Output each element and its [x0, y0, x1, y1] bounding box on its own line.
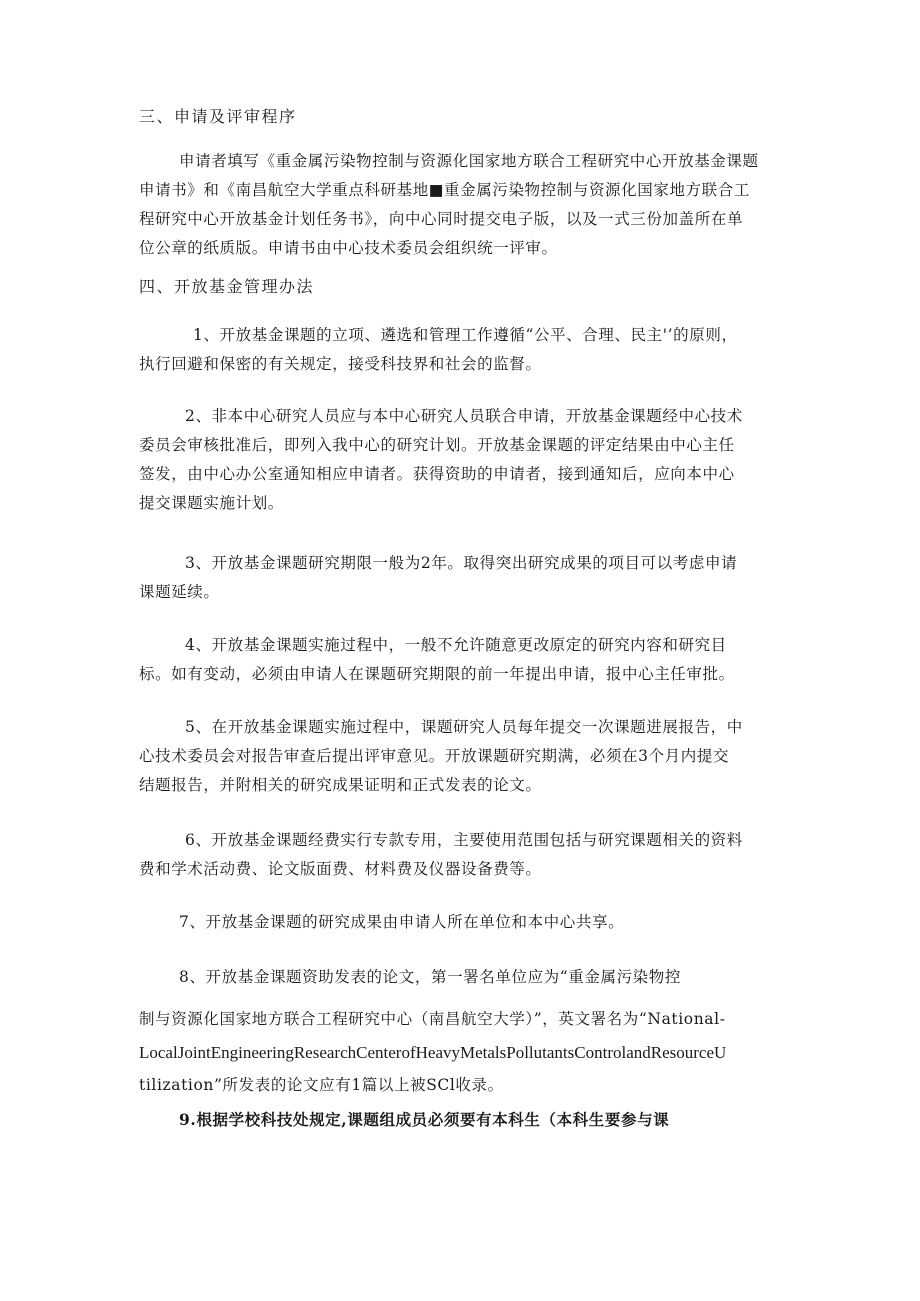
- section-4-heading: 四、开放基金管理办法: [139, 277, 315, 296]
- text-line: 标。如有变动，必须由申请人在课题研究期限的前一年提出申请，报中心主任审批。: [139, 665, 735, 683]
- rule-item-6: [139, 826, 779, 884]
- rule-item-8: [139, 961, 789, 1102]
- text-line-english: LocalJointEngineeringResearchCenterofHeavyMetalsPollutantsControlandResourceU: [139, 1043, 727, 1062]
- text-line: 5、在开放基金课题实施过程中，课题研究人员每年提交一次课题进展报告，中: [185, 718, 743, 736]
- rule-item-5: [139, 713, 779, 800]
- text-line: 制与资源化国家地方联合工程研究中心（南昌航空大学）”，英文署名为“National-: [139, 1010, 726, 1028]
- text-line: 2、非本中心研究人员应与本中心研究人员联合申请，开放基金课题经中心技术: [185, 407, 743, 425]
- text-line: 3、开放基金课题研究期限一般为2年。取得突出研究成果的项目可以考虑申请: [185, 554, 738, 572]
- text-line: 费和学术活动费、论文版面费、材料费及仪器设备费等。: [139, 860, 542, 878]
- rule-item-9: [139, 1105, 779, 1134]
- text-line: 4、开放基金课题实施过程中，一般不允许随意更改原定的研究内容和研究目: [185, 636, 727, 654]
- rule-item-7: [139, 908, 779, 937]
- text-line: 心技术委员会对报告审查后提出评审意见。开放课题研究期满，必须在3个月内提交: [139, 747, 730, 765]
- text-line: 结题报告，并附相关的研究成果证明和正式发表的论文。: [139, 776, 542, 794]
- text-line: 9.根据学校科技处规定,课题组成员必须要有本科生（本科生要参与课: [179, 1110, 670, 1129]
- text-line: 课题延续。: [139, 583, 220, 601]
- section-3-paragraph: [139, 147, 779, 263]
- text-line: 6、开放基金课题经费实行专款专用，主要使用范围包括与研究课题相关的资料: [185, 831, 743, 849]
- rule-item-2: [139, 402, 779, 518]
- text-line: 申请者填写《重金属污染物控制与资源化国家地方联合工程研究中心开放基金课题: [179, 152, 759, 170]
- text-line: 位公章的纸质版。申请书由中心技术委员会组织统一评审。: [139, 239, 558, 257]
- rule-item-3: [139, 549, 779, 607]
- rule-item-1: [139, 321, 779, 379]
- text-line: 1、开放基金课题的立项、遴选和管理工作遵循“公平、合理、民主'’的原则，: [193, 326, 738, 344]
- rule-item-4: [139, 631, 779, 689]
- text-line: 8、开放基金课题资助发表的论文，第一署名单位应为“重金属污染物控: [179, 968, 681, 986]
- text-line: 执行回避和保密的有关规定，接受科技界和社会的监督。: [139, 355, 542, 373]
- text-line: 程研究中心开放基金计划任务书》，向中心同时提交电子版，以及一式三份加盖所在单: [139, 210, 744, 228]
- section-3-heading: 三、申请及评审程序: [139, 107, 297, 126]
- text-line: tilization”所发表的论文应有1篇以上被SCl收录。: [139, 1076, 504, 1094]
- text-line: 签发，由中心办公室通知相应申请者。获得资助的申请者，接到通知后，应向本中心: [139, 465, 735, 483]
- text-line: 7、开放基金课题的研究成果由申请人所在单位和本中心共享。: [179, 913, 625, 931]
- text-line: 提交课题实施计划。: [139, 494, 284, 512]
- text-line: 申请书》和《南昌航空大学重点科研基地■重金属污染物控制与资源化国家地方联合工: [139, 181, 750, 199]
- text-line: 委员会审核批准后，即列入我中心的研究计划。开放基金课题的评定结果由中心主任: [139, 436, 735, 454]
